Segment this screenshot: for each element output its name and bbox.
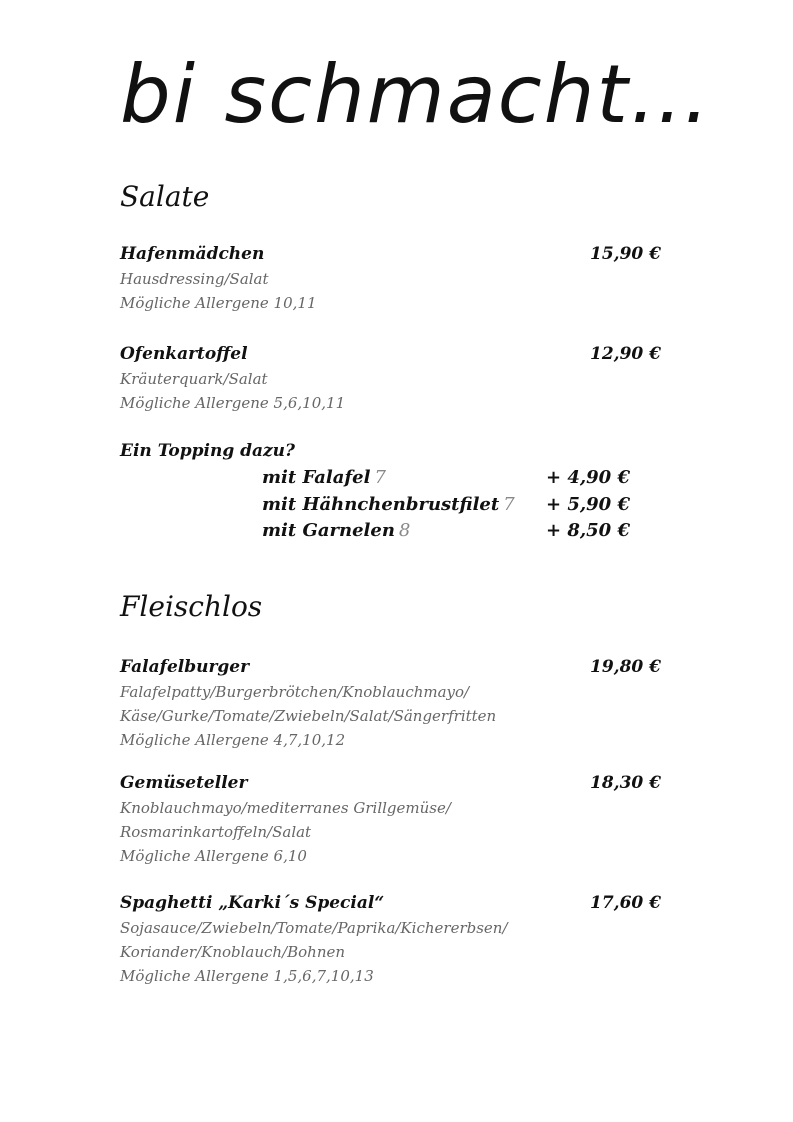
menu-item-name: Hafenmädchen — [120, 244, 265, 264]
topping-label: mit Garnelen — [262, 520, 395, 541]
menu-item-allergens: Mögliche Allergene 1,5,6,7,10,13 — [120, 967, 374, 985]
menu-item-price: 19,80 € — [590, 657, 661, 677]
topping-label: mit Hähnchenbrustfilet — [262, 494, 500, 515]
topping-price: + 4,90 € — [546, 467, 630, 488]
menu-item-allergens: Mögliche Allergene 5,6,10,11 — [120, 394, 346, 412]
menu-item-description: Rosmarinkartoffeln/Salat — [120, 823, 312, 841]
menu-item-allergens: Mögliche Allergene 10,11 — [120, 294, 317, 312]
topping-name — [262, 467, 386, 488]
menu-item-description: Knoblauchmayo/mediterranes Grillgemüse/ — [120, 799, 451, 817]
menu-item-name: Gemüseteller — [120, 773, 248, 793]
topping-heading: Ein Topping dazu? — [120, 441, 296, 461]
topping-price: + 8,50 € — [546, 520, 630, 541]
menu-item-price: 15,90 € — [590, 244, 661, 264]
topping-allergen: 7 — [374, 467, 386, 488]
menu-item-allergens: Mögliche Allergene 4,7,10,12 — [120, 731, 346, 749]
menu-item-price: 12,90 € — [590, 344, 661, 364]
menu-item-price: 18,30 € — [590, 773, 661, 793]
topping-price: + 5,90 € — [546, 494, 630, 515]
menu-item-description: Kräuterquark/Salat — [120, 370, 268, 388]
topping-name — [262, 520, 410, 541]
section-title-salate: Salate — [120, 180, 210, 213]
topping-allergen: 7 — [503, 494, 515, 515]
menu-item-description: Koriander/Knoblauch/Bohnen — [120, 943, 346, 961]
menu-item-description: Sojasauce/Zwiebeln/Tomate/Paprika/Kichererbsen/ — [120, 919, 508, 937]
topping-row — [262, 520, 642, 544]
menu-item-description: Hausdressing/Salat — [120, 270, 269, 288]
topping-row — [262, 467, 642, 491]
menu-item-description: Käse/Gurke/Tomate/Zwiebeln/Salat/Sängerfritten — [120, 707, 497, 725]
menu-item-allergens: Mögliche Allergene 6,10 — [120, 847, 307, 865]
menu-item-name: Ofenkartoffel — [120, 344, 248, 364]
menu-item-name: Spaghetti „Karki´s Special“ — [120, 893, 385, 913]
menu-item-name: Falafelburger — [120, 657, 250, 677]
page-title: bi schmacht… — [120, 48, 712, 141]
menu-item-description: Falafelpatty/Burgerbrötchen/Knoblauchmayo/ — [120, 683, 470, 701]
topping-row — [262, 494, 642, 518]
topping-label: mit Falafel — [262, 467, 371, 488]
menu-item-price: 17,60 € — [590, 893, 661, 913]
topping-name — [262, 494, 515, 515]
topping-allergen: 8 — [398, 520, 411, 541]
section-title-fleischlos: Fleischlos — [120, 590, 263, 623]
